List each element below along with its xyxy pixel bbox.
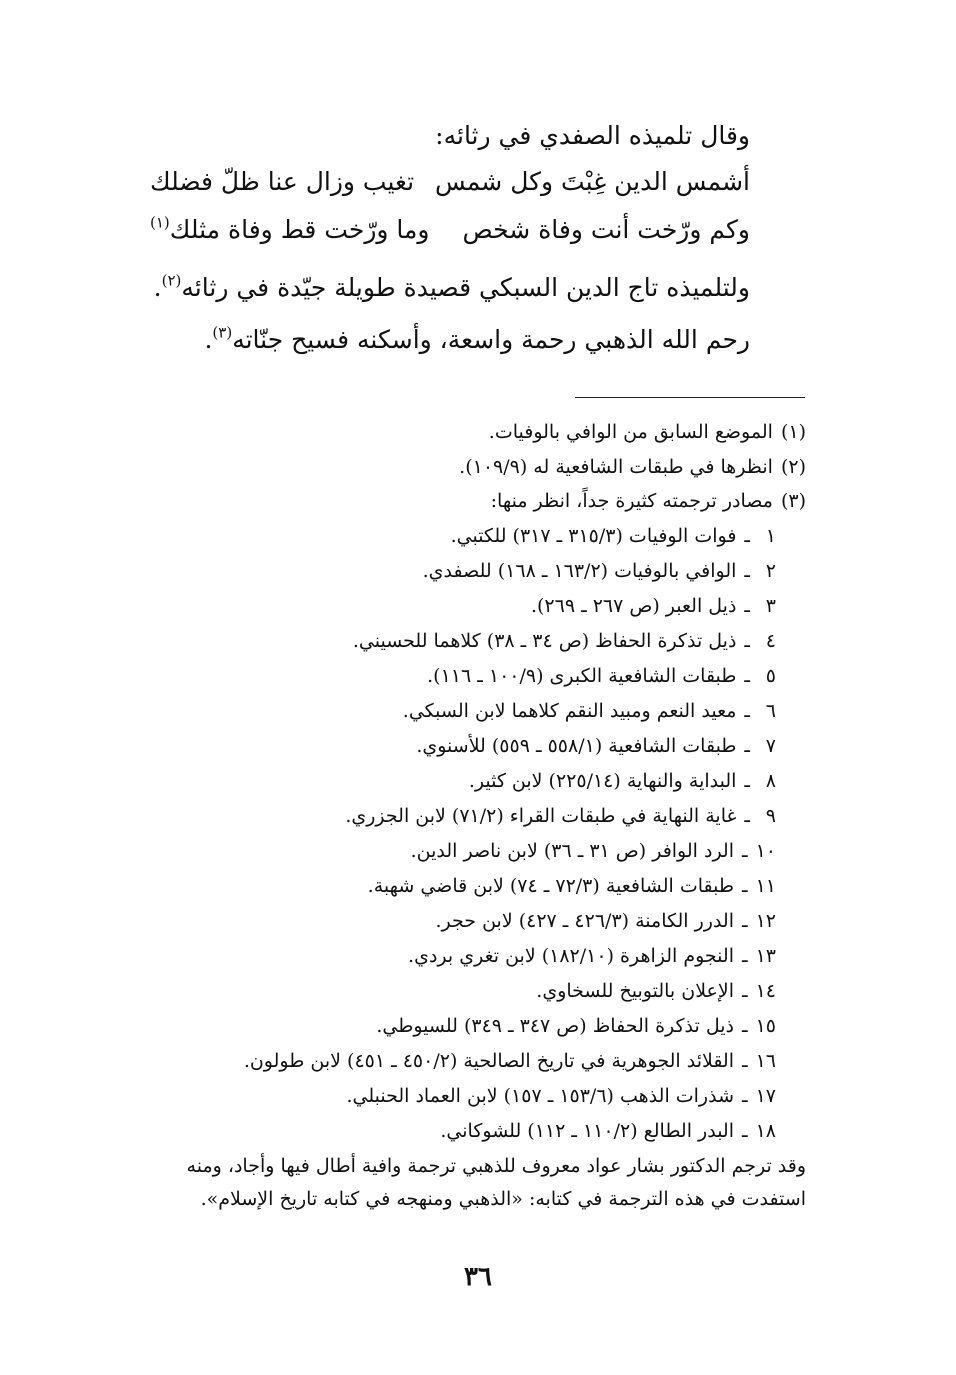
verse-1-second-hemistich: تغيب وزال عنا ظلّ فضلك	[150, 167, 415, 196]
poem-verse-2	[150, 210, 750, 250]
footnote-ref-3: (٣)	[212, 323, 233, 342]
poem-verse-1	[150, 162, 750, 202]
source-item: ٧ـطبقات الشافعية (٥٥٨/١ ـ ٥٥٩) للأسنوي.	[416, 735, 776, 757]
source-item: ١٤ـالإعلان بالتوبيخ للسخاوي.	[536, 980, 776, 1002]
source-item: ٤ـذيل تذكرة الحفاظ (ص ٣٤ ـ ٣٨) كلاهما للحسيني.	[352, 630, 776, 652]
source-item: ١٢ـالدرر الكامنة (٤٢٦/٣ ـ ٤٢٧) لابن حجر.	[435, 910, 776, 932]
closing-line-2: استفدت في هذه الترجمة في كتابه: «الذهبي ومنهجه في كتابه تاريخ الإسلام».	[200, 1188, 806, 1210]
closing-line-1: وقد ترجم الدكتور بشار عواد معروف للذهبي ترجمة وافية أطال فيها وأجاد، ومنه	[186, 1155, 806, 1177]
footnote-2: (٢)انظرها في طبقات الشافعية له (١٠٩/٩).	[459, 456, 806, 478]
source-item: ١١ـطبقات الشافعية (٧٢/٣ ـ ٧٤) لابن قاضي شهبة.	[367, 875, 776, 897]
source-item: ١ـفوات الوفيات (٣١٥/٣ ـ ٣١٧) للكتبي.	[450, 525, 776, 547]
footnote-divider	[575, 397, 805, 398]
page-number: ٣٦	[464, 1262, 492, 1292]
closing-note	[150, 1150, 806, 1216]
source-item: ٨ـالبداية والنهاية (٢٢٥/١٤) لابن كثير.	[468, 770, 776, 792]
verse-2-second-hemistich: وما ورّخت قط وفاة مثلك$^{(١)}$	[150, 213, 430, 244]
source-item: ١٣ـالنجوم الزاهرة (١٨٢/١٠) لابن تغري بردي.	[408, 945, 776, 967]
source-item: ٢ـالوافي بالوفيات (١٦٣/٢ ـ ١٦٨) للصفدي.	[422, 560, 776, 582]
source-item: ١٥ـذيل تذكرة الحفاظ (ص ٣٤٧ ـ ٣٤٩) للسيوطي.	[376, 1015, 776, 1037]
intro-line: وقال تلميذه الصفدي في رثائه:	[435, 121, 750, 150]
source-item: ١٠ـالرد الوافر (ص ٣١ ـ ٣٦) لابن ناصر الدين.	[410, 840, 776, 862]
source-item: ١٦ـالقلائد الجوهرية في تاريخ الصالحية (٤٥٠/٢ ـ ٤٥١) لابن طولون.	[243, 1050, 776, 1072]
source-item: ٦ـمعيد النعم ومبيد النقم كلاهما لابن السبكي.	[402, 700, 776, 722]
footnote-ref-1: (١)	[150, 213, 170, 232]
body-paragraph-1: ولتلميذه تاج الدين السبكي قصيدة طويلة جيّدة في رثائه$^{(٢)}$.	[153, 271, 750, 302]
source-item: ١٨ـالبدر الطالع (١١٠/٢ ـ ١١٢) للشوكاني.	[440, 1120, 776, 1142]
footnote-3: (٣)مصادر ترجمته كثيرة جداً، انظر منها:	[490, 490, 806, 512]
source-item: ١٧ـشذرات الذهب (١٥٣/٦ ـ ١٥٧) لابن العماد الحنبلي.	[346, 1085, 776, 1107]
verse-1-first-hemistich: أشمس الدين غِبْتَ وكل شمس	[434, 167, 750, 196]
verse-2-first-hemistich: وكم ورّخت أنت وفاة شخص	[462, 215, 750, 244]
source-item: ٣ـذيل العبر (ص ٢٦٧ ـ ٢٦٩).	[530, 595, 776, 617]
footnote-1: (١)الموضع السابق من الوافي بالوفيات.	[488, 421, 806, 443]
body-paragraph-2: رحم الله الذهبي رحمة واسعة، وأسكنه فسيح جنّاته$^{(٣)}$.	[204, 323, 750, 354]
footnote-ref-2: (٢)	[161, 271, 182, 290]
source-item: ٥ـطبقات الشافعية الكبرى (١٠٠/٩ ـ ١١٦).	[427, 665, 776, 687]
source-item: ٩ـغاية النهاية في طبقات القراء (٧١/٢) لابن الجزري.	[345, 805, 776, 827]
